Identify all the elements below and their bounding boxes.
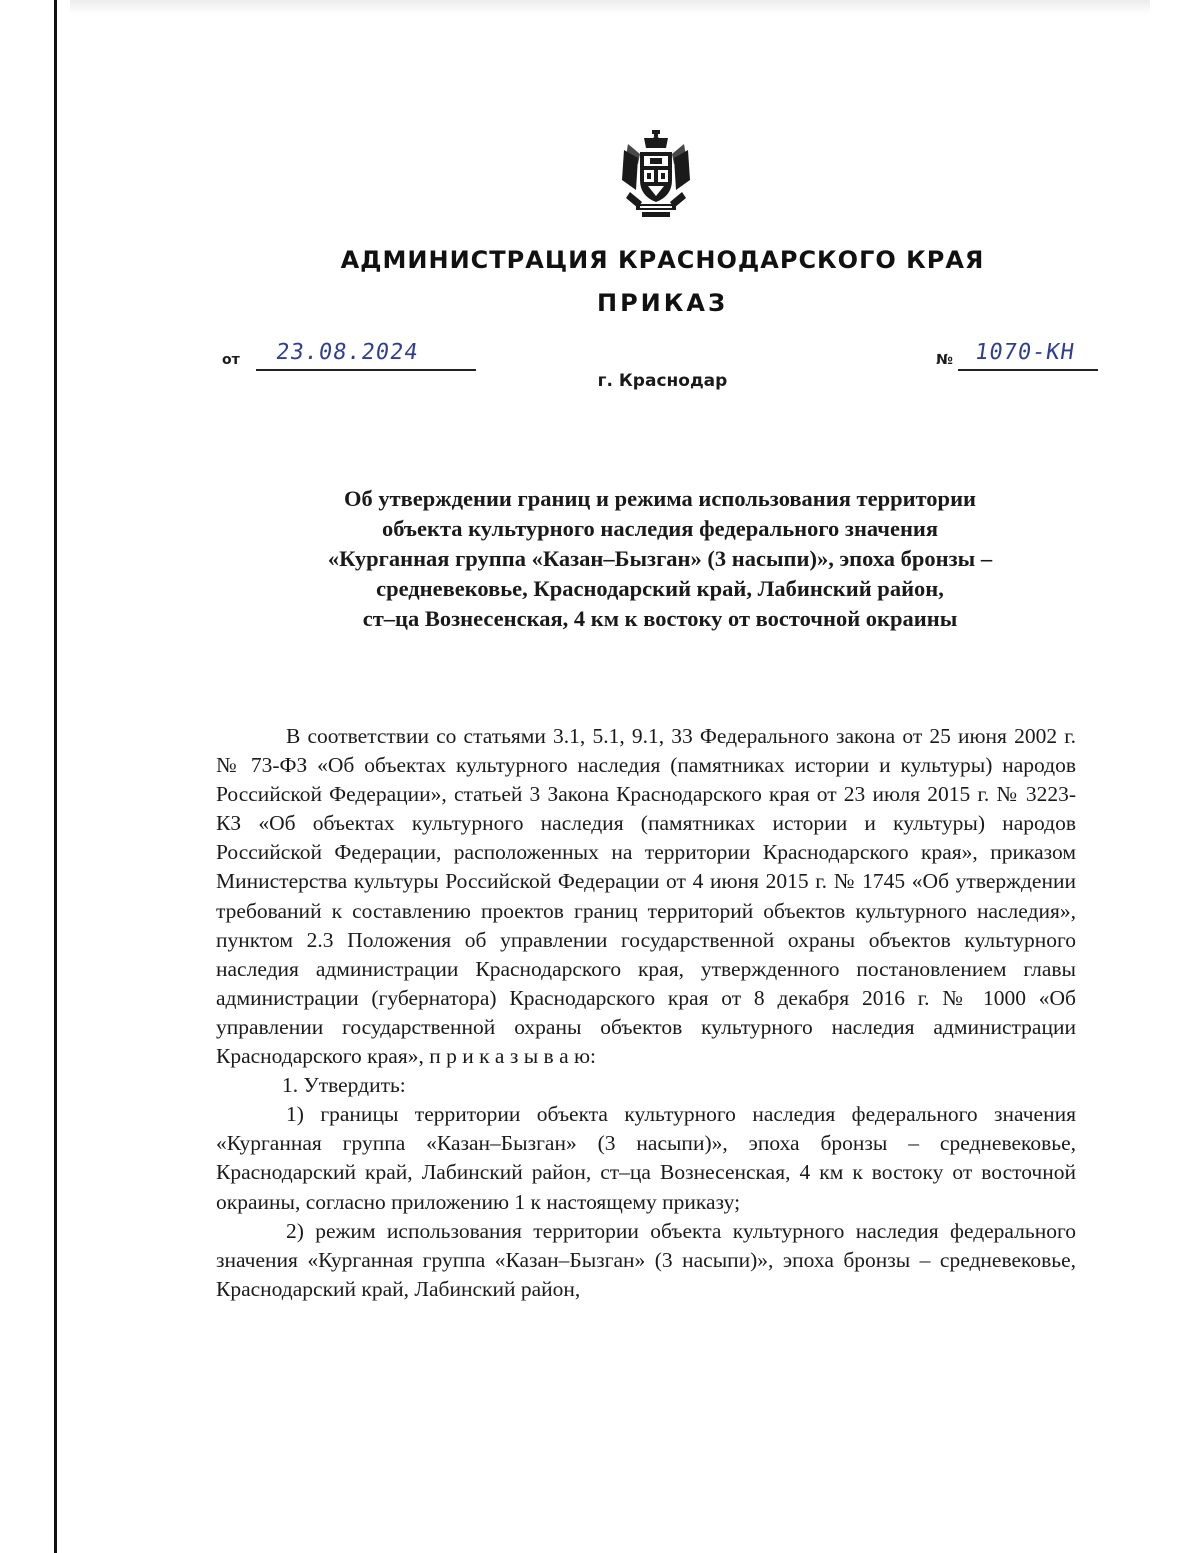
date-prefix: от — [222, 352, 240, 368]
preamble-paragraph: В соответствии со статьями 3.1, 5.1, 9.1, 33 Федерального закона от 25 июня 2002 г. № 73-ФЗ «Об объектах культурного наследия (памятниках истории и культуры) народов Российской Федерации», статьей 3 Закона Краснодарского края от 23 июля 2015 г. № 3223-КЗ «Об объектах культурного наследия (памятниках истории и культуры) народов Российской Федерации, расположенных на территории Краснодарского края», приказом Министерства культуры Российской Федерации от 4 июня 2015 г. № 1745 «Об утверждении требований к составлению проектов границ территорий объектов культурного наследия», пунктом 2.3 Положения об управлении государственной охраны объектов культурного наследия администрации Краснодарского края, утвержденного постановлением главы администрации (губернатора) Краснодарского края от 8 декабря 2016 г. № 1000 «Об управлении государственной охраны объектов культурного наследия администрации Краснодарского края», п р и к а з ы в а ю: — [216, 724, 1076, 1069]
coat-of-arms-icon — [620, 130, 692, 222]
clause-1: 1. Утвердить: — [282, 1073, 406, 1098]
handwritten-date: 23.08.2024 — [274, 340, 421, 365]
order-subject — [230, 484, 1090, 634]
subject-line: средневековье, Краснодарский край, Лабинский район, — [376, 576, 944, 601]
subject-line: «Курганная группа «Казан–Бызган» (3 насыпи)», эпоха бронзы – — [327, 546, 993, 571]
handwritten-number: 1070-КН — [973, 340, 1077, 365]
clause-1-2: 2) режим использования территории объекта культурного наследия федерального значения «Курганная группа «Казан–Бызган» (3 насыпи)», эпоха бронзы – средневековье, Краснодарский край, Лабинский район, — [216, 1218, 1076, 1301]
number-underline — [958, 369, 1098, 371]
subject-line: Об утверждении границ и режима использования территории — [343, 486, 977, 511]
organization-title: АДМИНИСТРАЦИЯ КРАСНОДАРСКОГО КРАЯ — [340, 246, 985, 274]
order-body — [216, 722, 1076, 1304]
number-prefix: № — [936, 352, 953, 368]
subject-line: ст–ца Вознесенская, 4 км к востоку от восточной окраины — [362, 606, 958, 631]
scan-top-bleed — [70, 0, 1150, 14]
clause-1-1: 1) границы территории объекта культурного наследия федерального значения «Курганная группа «Казан–Бызган» (3 насыпи)», эпоха бронзы – средневековье, Краснодарский край, Лабинский район, ст–ца Вознесенская, 4 км к востоку от восточной окраины, согласно приложению 1 к настоящему приказу; — [216, 1102, 1076, 1214]
document-type: ПРИКАЗ — [596, 289, 728, 317]
page-edge — [54, 0, 57, 1553]
issue-city: г. Краснодар — [597, 371, 728, 391]
subject-line: объекта культурного наследия федерального значения — [381, 516, 939, 541]
